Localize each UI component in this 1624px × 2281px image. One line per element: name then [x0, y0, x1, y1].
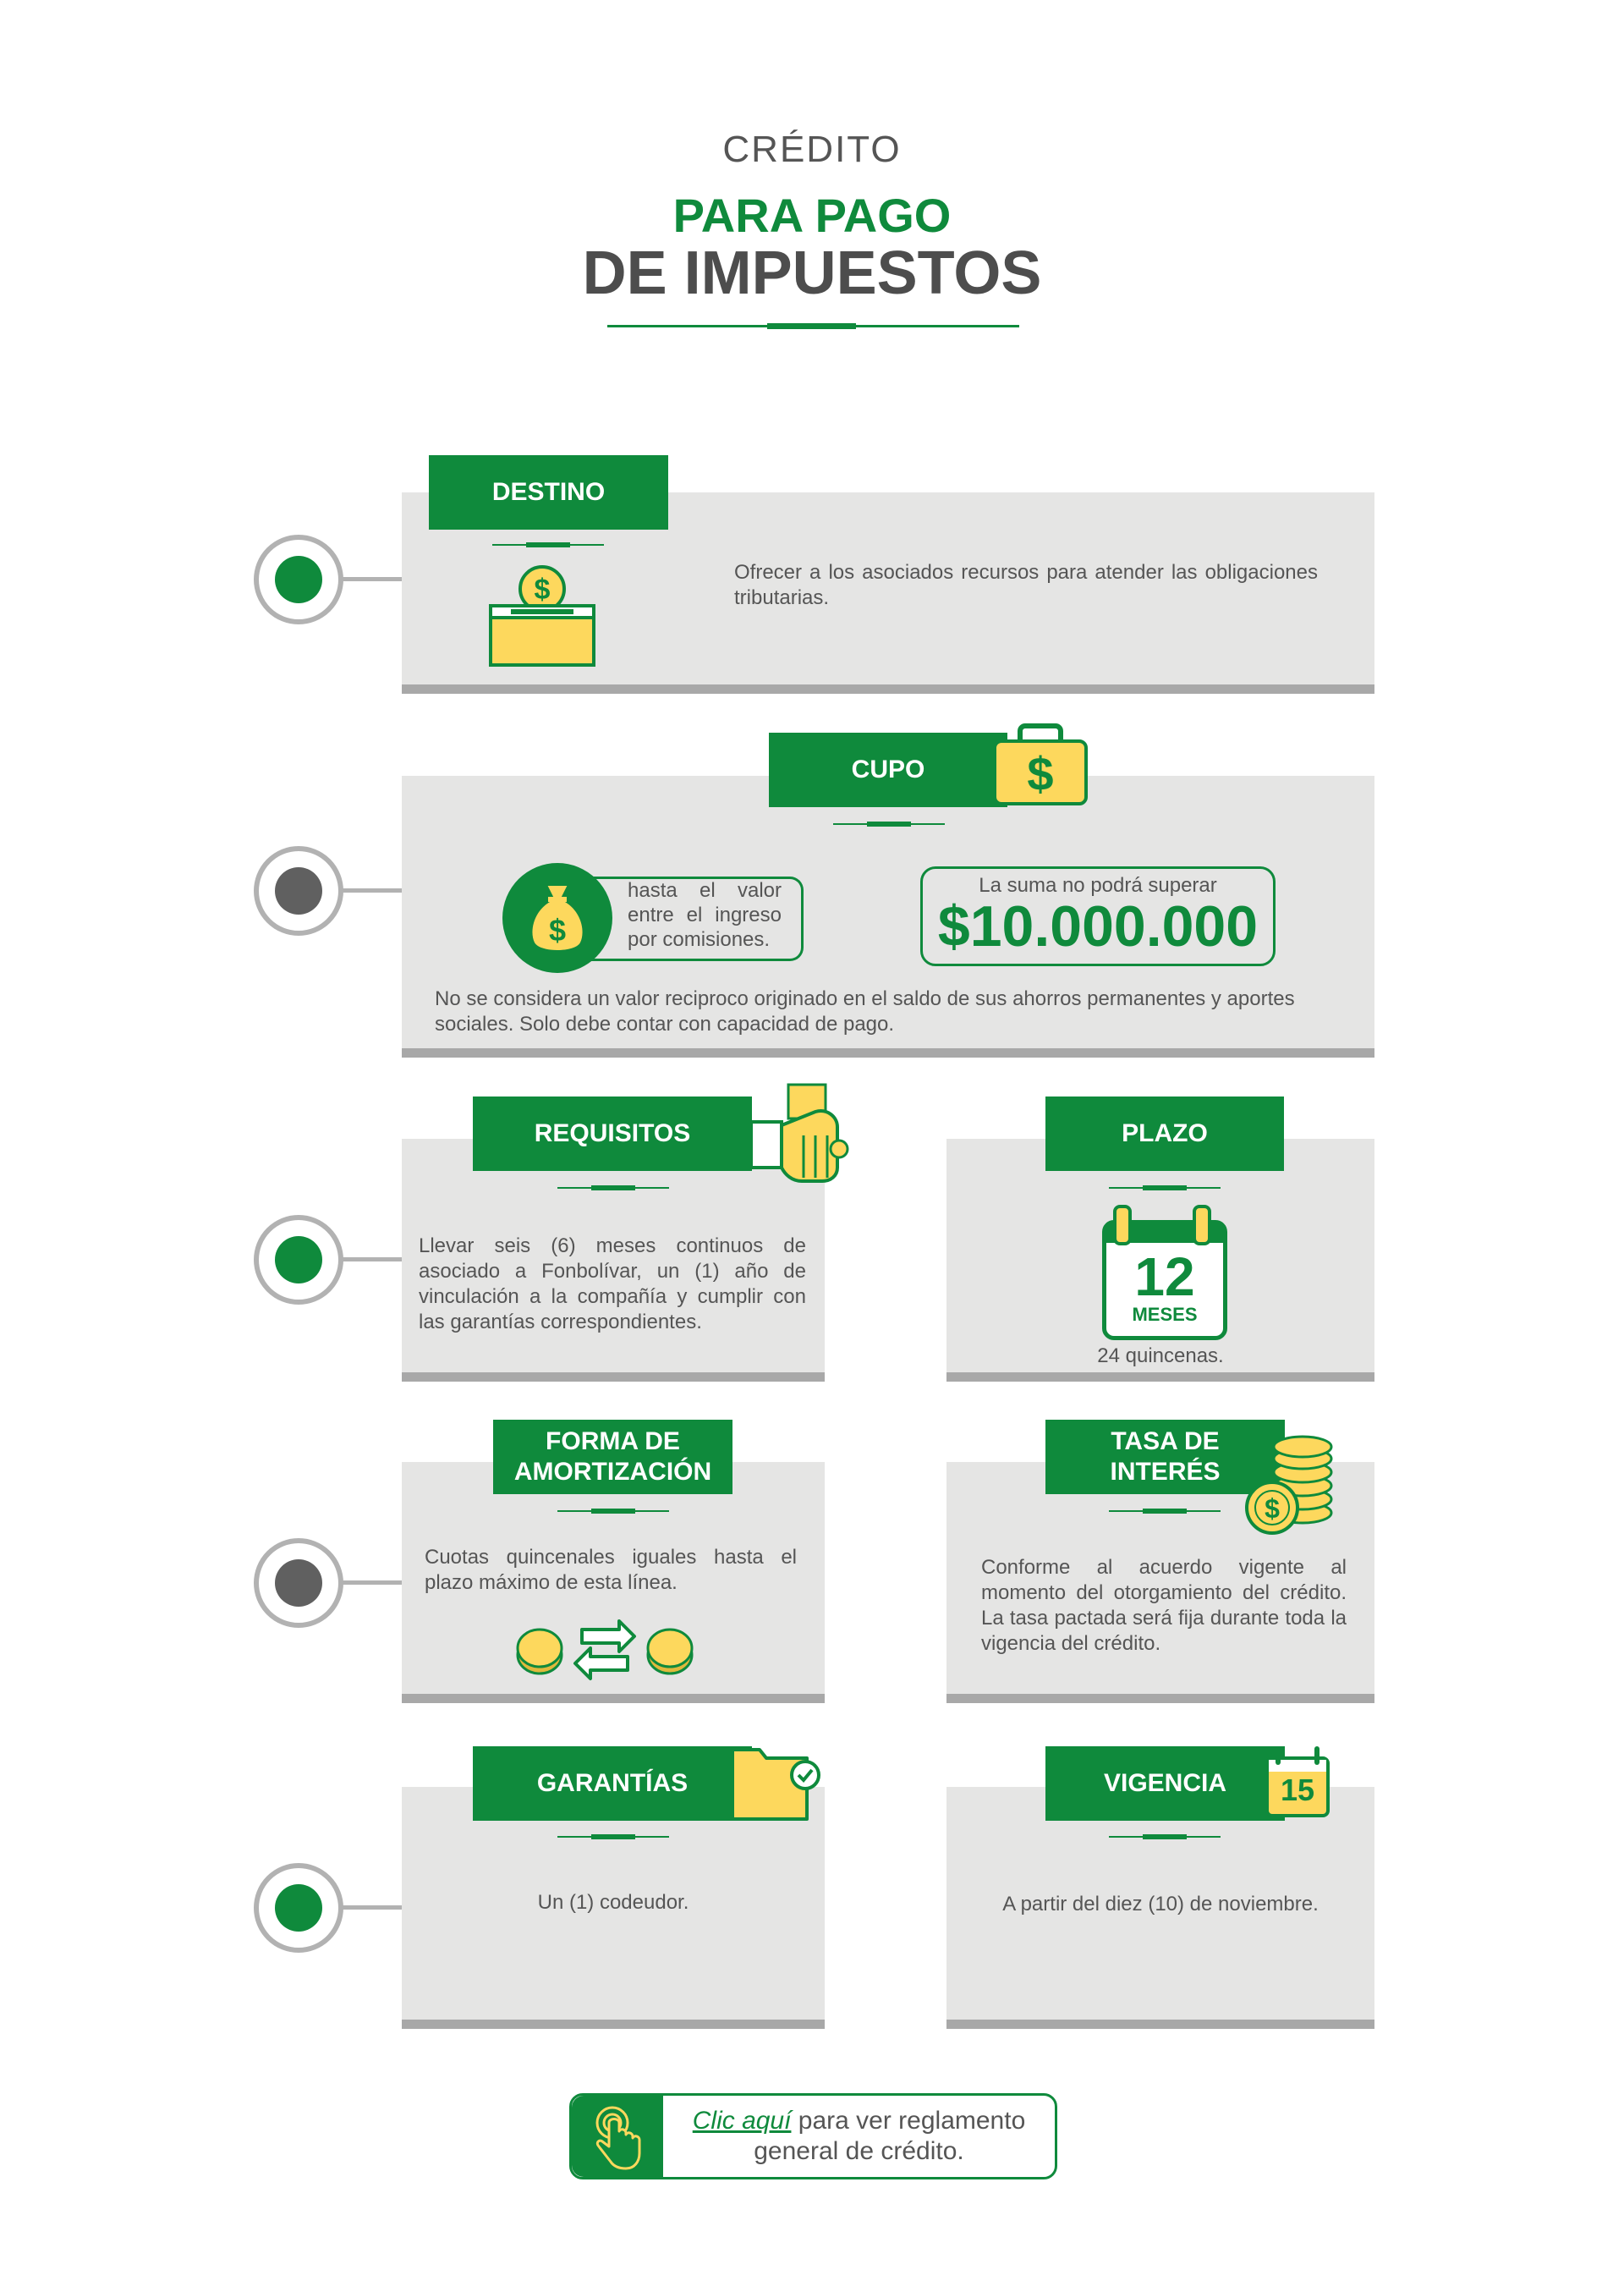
title-para-pago: PARA PAGO: [672, 189, 952, 242]
destino-text: Ofrecer a los asociados recursos para atender las obligaciones tributarias.: [734, 561, 1318, 609]
svg-text:$: $: [548, 913, 567, 948]
title-de-impuestos: DE IMPUESTOS: [582, 239, 1042, 307]
cta-text-rest: para ver reglamento: [791, 2107, 1026, 2135]
tasa-tab-line1: TASA DE: [1111, 1427, 1220, 1455]
cta-text: [663, 2106, 1055, 2167]
money-briefcase-icon: [991, 723, 1089, 807]
timeline-node-requisitos: [254, 1215, 343, 1305]
calendar-ring: [1193, 1205, 1211, 1245]
money-bag-badge: [502, 863, 612, 973]
money-bag-icon: [528, 882, 587, 954]
timeline-connector: [343, 1257, 403, 1261]
destino-tab: DESTINO: [429, 455, 668, 530]
vigencia-tab: VIGENCIA: [1045, 1746, 1285, 1821]
timeline-node-garantias: [254, 1863, 343, 1953]
timeline-dot: [275, 1559, 322, 1607]
svg-text:$: $: [534, 574, 551, 606]
garantias-tab: GARANTÍAS: [473, 1746, 752, 1821]
amortizacion-tab-line1: FORMA DE: [546, 1427, 680, 1455]
tap-hand-icon: [590, 2104, 645, 2170]
timeline-node-cupo: [254, 846, 343, 936]
divider-accent: [591, 1509, 635, 1514]
timeline-dot: [275, 867, 322, 915]
divider-accent: [591, 1185, 635, 1190]
timeline-node-amortizacion: [254, 1538, 343, 1628]
timeline-dot: [275, 1236, 322, 1283]
timeline-connector: [343, 577, 403, 581]
calendar-unit: MESES: [1132, 1304, 1198, 1325]
divider-accent: [1143, 1834, 1187, 1839]
calendar-15-icon: [1265, 1756, 1330, 1817]
cupo-tab: CUPO: [769, 733, 1007, 807]
calendar-ring: [1113, 1205, 1132, 1245]
folder-check-icon: [729, 1746, 822, 1822]
clic-aqui-link[interactable]: Clic aquí: [692, 2107, 792, 2135]
calendar-15-ring: [1314, 1746, 1320, 1765]
cta-icon-box: [572, 2096, 663, 2177]
timeline-dot: [275, 1884, 322, 1932]
timeline-node-destino: [254, 535, 343, 624]
timeline-dot: [275, 556, 322, 603]
requisitos-text: Llevar seis (6) meses continuos de asociado a Fonbolívar, un (1) año de vinculación a la compañía y cumplir con las garantías correspondientes.: [419, 1234, 806, 1333]
timeline-connector: [343, 1905, 403, 1910]
cupo-note: No se considera un valor reciproco originado en el saldo de sus ahorros permanentes y aportes sociales. Solo debe contar con capacidad de pago.: [435, 987, 1295, 1036]
divider-accent: [1143, 1185, 1187, 1190]
coin-exchange-icon: [514, 1618, 695, 1682]
plazo-tab: PLAZO: [1045, 1097, 1284, 1171]
divider-accent: [591, 1834, 635, 1839]
divider-accent: [526, 542, 570, 547]
vigencia-text: A partir del diez (10) de noviembre.: [1002, 1893, 1319, 1915]
amortizacion-tab-line2: AMORTIZACIÓN: [513, 1458, 712, 1486]
title-credito: CRÉDITO: [722, 129, 902, 170]
cupo-bag-text: hasta el valor entre el ingreso por comisiones.: [628, 879, 782, 951]
cta-text-line2: general de crédito.: [754, 2137, 964, 2165]
tasa-text: Conforme al acuerdo vigente al momento del otorgamiento del crédito. La tasa pactada será fija durante toda la vigencia del crédito.: [981, 1556, 1347, 1655]
plazo-text: 24 quincenas.: [1097, 1344, 1224, 1367]
tasa-tab-line2: INTERÉS: [1110, 1458, 1221, 1486]
reglamento-link-box[interactable]: [569, 2093, 1057, 2179]
amortizacion-text: Cuotas quincenales iguales hasta el plazo máximo de esta línea.: [425, 1546, 797, 1594]
cupo-limit-amount: $10.000.000: [937, 894, 1259, 959]
cupo-limit-label: La suma no podrá superar: [979, 874, 1217, 897]
amortizacion-tab: [493, 1420, 732, 1494]
divider-accent: [867, 822, 911, 827]
coin-stack-icon: [1243, 1435, 1336, 1535]
timeline-connector: [343, 888, 403, 893]
svg-text:$: $: [1265, 1493, 1280, 1524]
divider-accent: [1143, 1509, 1187, 1514]
timeline-connector: [343, 1580, 403, 1585]
calendar-15-number: 15: [1280, 1773, 1315, 1807]
svg-text:$: $: [1027, 747, 1054, 800]
hand-coin-icon: [749, 1083, 851, 1184]
title-underline-accent: [767, 323, 856, 329]
garantias-text: Un (1) codeudor.: [537, 1891, 689, 1914]
calendar-15-ring: [1276, 1746, 1281, 1765]
ballot-box-coin-icon: [486, 563, 599, 668]
requisitos-tab: REQUISITOS: [473, 1097, 752, 1171]
calendar-number: 12: [1134, 1246, 1195, 1307]
